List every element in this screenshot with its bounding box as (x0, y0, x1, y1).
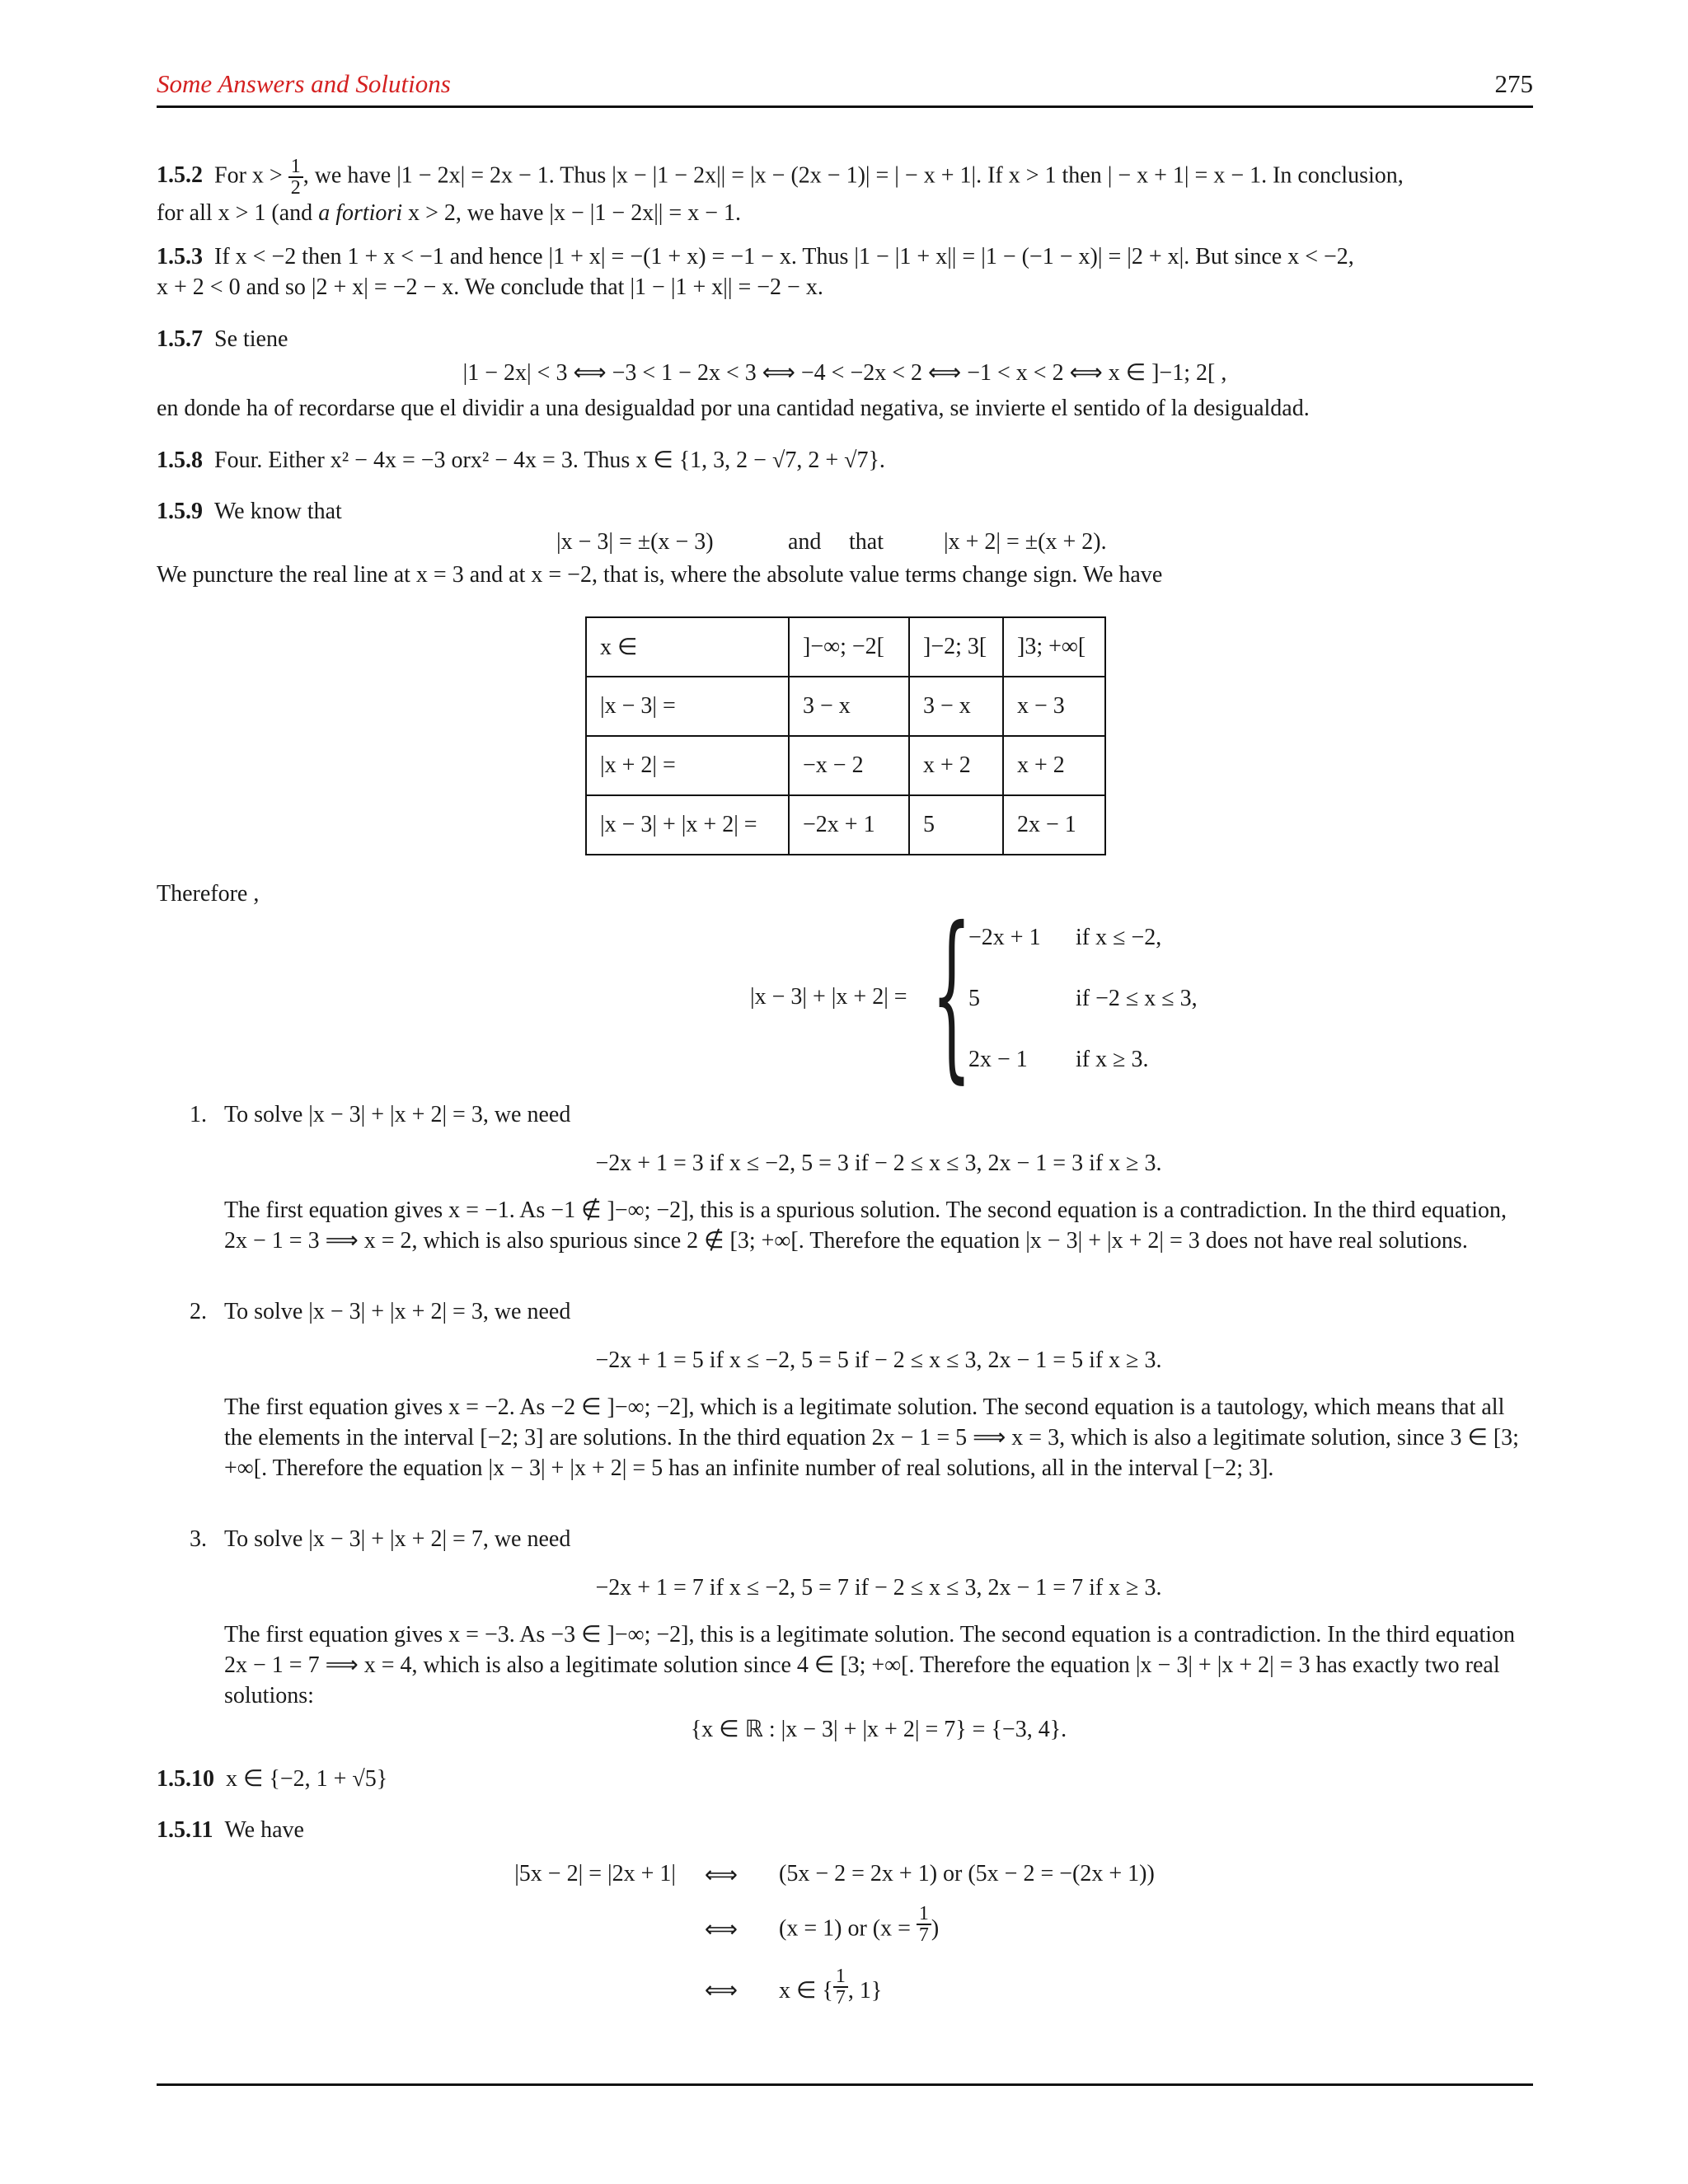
display-equation: −2x + 1 = 5 if x ≤ −2, 5 = 5 if − 2 ≤ x ≤ 3, 2x − 1 = 5 if x ≥ 3. (595, 1347, 1162, 1373)
table-cell: −x − 2 (789, 736, 909, 795)
table-row (586, 795, 1105, 855)
table-cell: x ∈ (586, 617, 789, 677)
header-title: Some Answers and Solutions (157, 69, 451, 98)
solution-label: 1.5.11 (157, 1817, 213, 1843)
piecewise-row (968, 925, 1161, 951)
table-row (586, 617, 1105, 677)
solution-1-5-7 (157, 324, 1533, 424)
item-intro: To solve |x − 3| + |x + 2| = 3, we need (224, 1102, 571, 1127)
eq-left: |x − 3| = ±(x − 3) (556, 529, 714, 555)
piece-condition: if −2 ≤ x ≤ 3, (1076, 986, 1198, 1011)
text: x > 2, we have |x − |1 − 2x|| = x − 1. (402, 200, 741, 226)
piece-condition: if x ≥ 3. (1076, 1047, 1149, 1072)
text: ) (931, 1915, 940, 1942)
eq-right: |x + 2| = ±(x + 2). (944, 529, 1107, 555)
aligned-rhs (779, 1965, 883, 2008)
solution-label: 1.5.8 (157, 448, 203, 473)
list-item (190, 1099, 1533, 1256)
table-cell: 3 − x (909, 677, 1003, 736)
item-number: 2. (190, 1299, 207, 1324)
text: We have (224, 1817, 304, 1843)
piece-expression: −2x + 1 (968, 925, 1041, 950)
solution-label: 1.5.9 (157, 499, 203, 524)
solution-1-5-8 (157, 445, 1533, 476)
item-intro: To solve |x − 3| + |x + 2| = 7, we need (224, 1526, 571, 1552)
table-cell: x − 3 (1003, 677, 1105, 736)
table-cell: ]−∞; −2[ (789, 617, 909, 677)
list-item (190, 1296, 1533, 1483)
table-cell: x + 2 (1003, 736, 1105, 795)
page (157, 0, 1533, 2184)
solution-label: 1.5.7 (157, 326, 203, 352)
solution-line (157, 157, 1533, 198)
solution-label: 1.5.10 (157, 1766, 214, 1792)
aligned-lhs: |5x − 2| = |2x + 1| (514, 1861, 676, 1886)
item-text: The first equation gives x = −3. As −3 ∈ ]−∞; −2], this is a legitimate solution. The second equation is a contradiction. In the third equation 2x − 1 = 7 ⟹ x = 4, which is also a legitimate solution since 4 ∈ [3; +∞[. Therefore the equation |x − 3| + |x + 2| = 3 has exactly two real solutions: (224, 1622, 1516, 1708)
sign-table (585, 616, 1106, 855)
eq-and: and (788, 529, 822, 555)
solution-line: We puncture the real line at x = 3 and at x = −2, that is, where the absolute value terms change sign. We have (157, 562, 1163, 588)
numerator: 1 (288, 157, 303, 178)
solution-1-5-3 (157, 241, 1533, 302)
text: Se tiene (214, 326, 288, 352)
iff-symbol: ⟺ (704, 1978, 738, 2004)
iff-symbol: ⟺ (704, 1917, 738, 1943)
aligned-rhs: (5x − 2 = 2x + 1) or (5x − 2 = −(2x + 1)) (779, 1861, 1155, 1886)
solution-1-5-11 (157, 1815, 1533, 1845)
solution-1-5-2 (157, 157, 1533, 228)
aligned-rhs (779, 1903, 940, 1946)
display-equation: {x ∈ ℝ : |x − 3| + |x + 2| = 7} = {−3, 4}. (690, 1717, 1067, 1742)
list-item (190, 1524, 1533, 1745)
left-brace: { (931, 888, 972, 1099)
item-intro: To solve |x − 3| + |x + 2| = 3, we need (224, 1299, 571, 1324)
table-cell: 3 − x (789, 677, 909, 736)
piece-expression: 2x − 1 (968, 1047, 1028, 1072)
fraction (288, 157, 303, 198)
fraction (917, 1904, 931, 1945)
display-equation: |1 − 2x| < 3 ⟺ −3 < 1 − 2x < 3 ⟺ −4 < −2x < 2 ⟺ −1 < x < 2 ⟺ x ∈ ]−1; 2[ , (462, 360, 1227, 386)
table-cell: 2x − 1 (1003, 795, 1105, 855)
text: (x = 1) or (x = (779, 1915, 917, 1942)
display-equation: −2x + 1 = 7 if x ≤ −2, 5 = 7 if − 2 ≤ x ≤ 3, 2x − 1 = 7 if x ≥ 3. (595, 1575, 1162, 1601)
table-cell: 5 (909, 795, 1003, 855)
item-number: 3. (190, 1526, 207, 1552)
table-row (586, 677, 1105, 736)
text: , we have |1 − 2x| = 2x − 1. Thus |x − |1 − 2x|| = |x − (2x − 1)| = | − x + 1|. If x > 1 then | − x + 1| = x − 1. In conclusion, (302, 162, 1404, 189)
solution-label: 1.5.3 (157, 244, 203, 269)
eq-that: that (849, 529, 884, 555)
therefore-text: Therefore , (157, 881, 260, 907)
piecewise-lhs: |x − 3| + |x + 2| = (750, 984, 907, 1010)
note: en donde ha of recordarse que el dividir a una desigualdad por una cantidad negativa, se invierte el sentido of la desigualdad. (157, 396, 1310, 421)
text: for all x > 1 (and (157, 200, 319, 226)
denominator: 2 (290, 177, 301, 199)
page-number: 275 (1494, 69, 1533, 98)
header-rule (157, 105, 1533, 108)
solution-line (157, 198, 1533, 228)
item-number: 1. (190, 1102, 207, 1127)
display-equation (157, 527, 1533, 560)
solution-line (157, 241, 1533, 272)
solution-line (157, 496, 1533, 527)
item-text: The first equation gives x = −2. As −2 ∈ ]−∞; −2], which is a legitimate solution. The second equation is a tautology, which means that all the elements in the interval [−2; 3] are solutions. In the third equation 2x − 1 = 5 ⟹ x = 3, which is also a legitimate solution, since 3 ∈ [3; +∞[. Therefore the equation |x − 3| + |x + 2| = 5 has an infinite number of real solutions, all in the interval [−2; 3]. (224, 1394, 1519, 1481)
fraction (833, 1966, 848, 2008)
piecewise-function (593, 888, 1253, 1099)
text: x ∈ {−2, 1 + √5} (226, 1766, 388, 1792)
solution-line: x + 2 < 0 and so |2 + x| = −2 − x. We conclude that |1 − |1 + x|| = −2 − x. (157, 274, 823, 300)
text: Four. Either x² − 4x = −3 orx² − 4x = 3. Thus x ∈ {1, 3, 2 − √7, 2 + √7}. (214, 448, 885, 473)
table-cell: ]−2; 3[ (909, 617, 1003, 677)
table-cell: ]3; +∞[ (1003, 617, 1105, 677)
item-text: The first equation gives x = −1. As −1 ∉ ]−∞; −2], this is a spurious solution. The second equation is a contradiction. In the third equation, 2x − 1 = 3 ⟹ x = 2, which is also spurious since 2 ∉ [3; +∞[. Therefore the equation |x − 3| + |x + 2| = 3 does not have real solutions. (224, 1197, 1507, 1254)
denominator: 7 (835, 1986, 846, 2008)
table-row (586, 736, 1105, 795)
running-header (157, 69, 1533, 110)
piecewise-row (968, 986, 1198, 1012)
text: For x > (214, 162, 288, 189)
piece-expression: 5 (968, 986, 980, 1011)
text: , 1} (847, 1978, 883, 2004)
solution-label: 1.5.2 (157, 162, 203, 189)
footer-rule (157, 2083, 1533, 2086)
numerator: 1 (917, 1904, 931, 1925)
italic-text: a fortiori (318, 200, 403, 226)
piece-condition: if x ≤ −2, (1076, 925, 1162, 950)
iff-symbol: ⟺ (704, 1863, 738, 1888)
table-cell: |x + 2| = (586, 736, 789, 795)
display-equation: −2x + 1 = 3 if x ≤ −2, 5 = 3 if − 2 ≤ x ≤ 3, 2x − 1 = 3 if x ≥ 3. (595, 1151, 1162, 1176)
denominator: 7 (918, 1924, 929, 1946)
table-cell: |x − 3| + |x + 2| = (586, 795, 789, 855)
numerator: 1 (833, 1966, 848, 1988)
text: x ∈ { (779, 1978, 833, 2004)
table-cell: |x − 3| = (586, 677, 789, 736)
table-cell: x + 2 (909, 736, 1003, 795)
text: We know that (214, 499, 342, 524)
solution-line (157, 324, 1533, 354)
solution-1-5-10 (157, 1764, 1533, 1794)
solution-1-5-9 (157, 496, 1533, 590)
piecewise-row (968, 1047, 1148, 1073)
table-cell: −2x + 1 (789, 795, 909, 855)
text: If x < −2 then 1 + x < −1 and hence |1 + x| = −(1 + x) = −1 − x. Thus |1 − |1 + x|| = |1 − (−1 − x)| = |2 + x|. But since x < −2, (214, 244, 1354, 269)
